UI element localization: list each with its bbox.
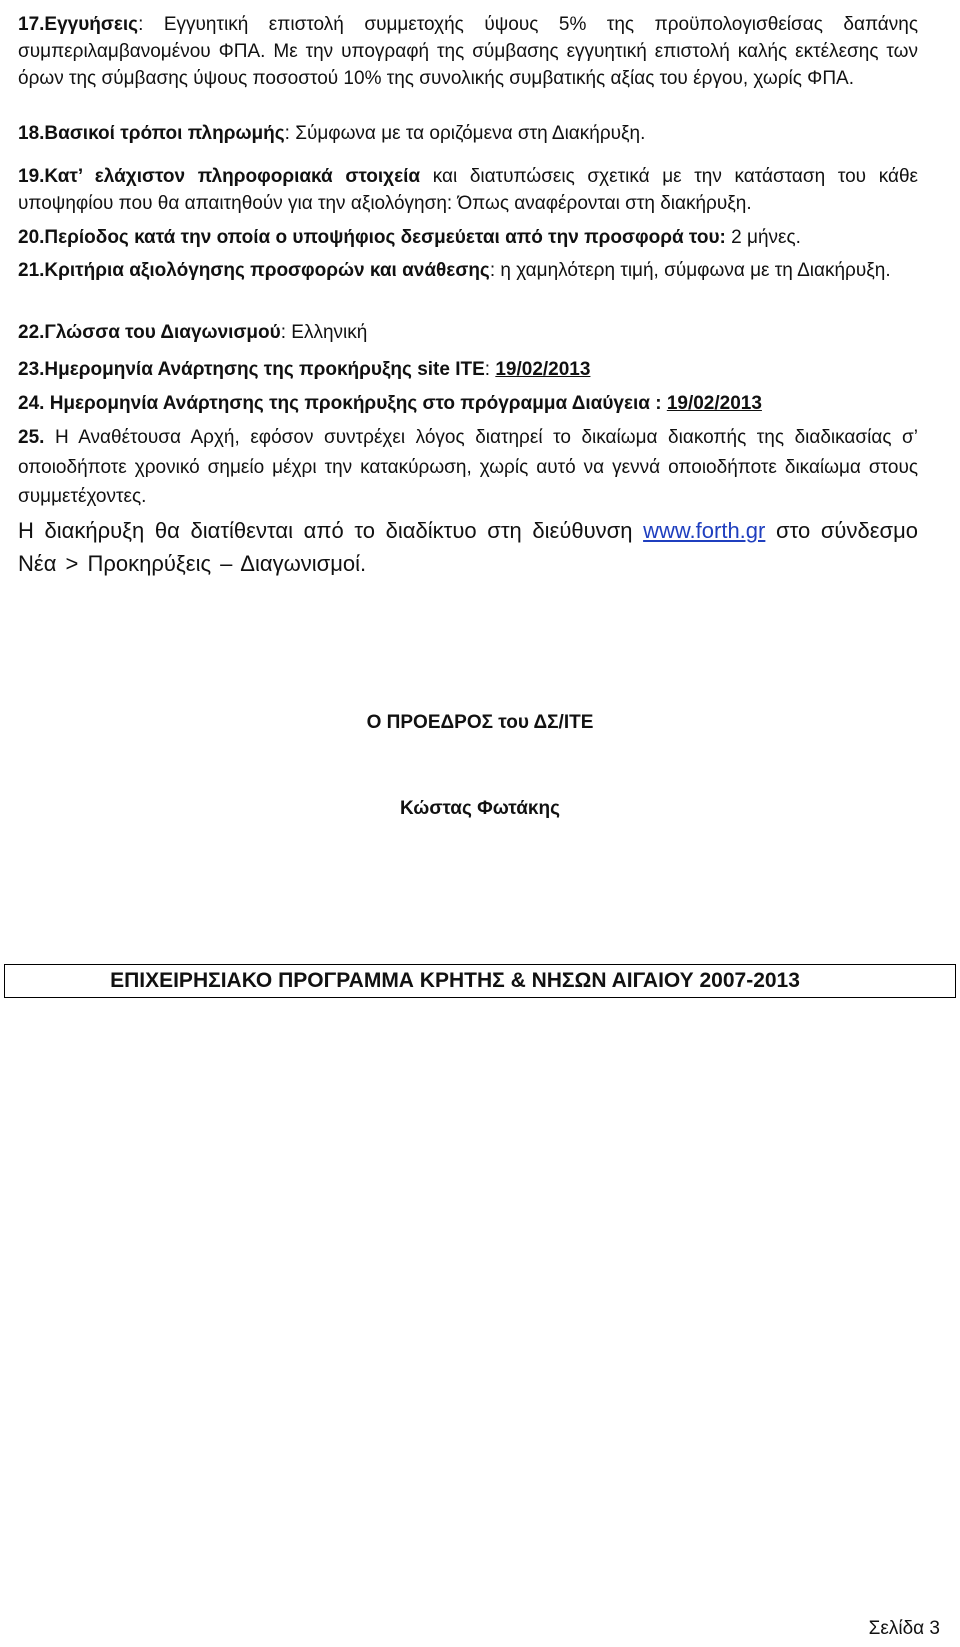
item-18 [18,119,918,149]
item-23 [18,355,918,385]
item-24-date: 19/02/2013 [666,393,762,414]
item-20 [18,223,918,253]
item-17-text: : Εγγυητική επιστολή συμμετοχής ύψους 5% της προϋπολογισθείσας δαπάνης συμπεριλαμβανομένου ΦΠΑ. Με την υπογραφή της σύμβασης εγγυητική επιστολή καλής εκτέλεσης των όρων της σύμβασης ύψους ποσοστού 10% της συνολικής συμβατικής αξίας του έργου, χωρίς ΦΠΑ. [18,14,918,89]
item-21-label: 21.Κριτήρια αξιολόγησης προσφορών και ανάθεσης [18,260,490,281]
item-18-text: : Σύμφωνα με τα οριζόμενα στη Διακήρυξη. [284,123,646,144]
item-24-label: 24. Ημερομηνία Ανάρτησης της προκήρυξης στο πρόγραμμα Διαύγεια : [18,393,667,414]
item-24 [18,389,918,419]
item-23-label: 23.Ημερομηνία Ανάρτησης της προκήρυξης site ΙΤΕ [18,359,485,380]
item-17 [18,11,918,92]
item-25-text: Η Αναθέτουσα Αρχή, εφόσον συντρέχει λόγος διατηρεί το δικαίωμα διακοπής της διαδικασίας σ’ οποιοδήποτε χρονικό σημείο μέχρι την κατακύρωση, χωρίς αυτό να γεννά οποιοδήποτε δικαίωμα στους συμμετέχοντες. [18,427,918,507]
availability-text-after: στο σύνδεσμο Νέα > Προκηρύξεις – Διαγωνισμοί. [18,518,918,576]
availability-paragraph [18,514,918,580]
item-18-label: 18.Βασικοί τρόποι πληρωμής [18,123,285,144]
item-19-text: και διατυπώσεις σχετικά με την κατάσταση του κάθε υποψηφίου που θα απαιτηθούν για την αξιολόγηση: Όπως αναφέρονται στη διακήρυξη. [18,166,918,214]
signature-name: Κώστας Φωτάκης [400,798,560,819]
forth-website-link[interactable]: www.forth.gr [643,518,766,543]
availability-text-before: Η διακήρυξη θα διατίθενται από το διαδίκτυο στη διεύθυνση [18,518,644,543]
item-17-label: 17.Εγγυήσεις [18,14,139,35]
item-25-label: 25. [18,427,45,448]
item-19-label: 19.Κατ’ ελάχιστον πληροφοριακά στοιχεία [18,166,421,187]
item-22 [18,318,918,348]
item-25 [18,423,918,512]
page-number: Σελίδα 3 [868,1618,940,1639]
item-20-label: 20.Περίοδος κατά την οποία ο υποψήφιος δεσμεύεται από την προσφορά του: [18,227,726,248]
item-19 [18,163,918,217]
item-23-date: 19/02/2013 [495,359,591,380]
program-banner: ΕΠΙΧΕΙΡΗΣΙΑΚΟ ΠΡΟΓΡΑΜΜΑ ΚΡΗΤΗΣ & ΝΗΣΩΝ ΑΙΓΑΙΟΥ 2007-2013 [4,964,956,998]
item-21 [18,257,918,284]
signature-role: Ο ΠΡΟΕΔΡΟΣ του ΔΣ/ΙΤΕ [366,712,594,733]
item-23-sep: : [484,359,496,380]
item-22-label: 22.Γλώσσα του Διαγωνισμού [18,322,281,343]
item-22-text: : Ελληνική [280,322,368,343]
item-21-text: : η χαμηλότερη τιμή, σύμφωνα με τη Διακήρυξη. [489,260,891,281]
item-20-text: 2 μήνες. [725,227,801,248]
